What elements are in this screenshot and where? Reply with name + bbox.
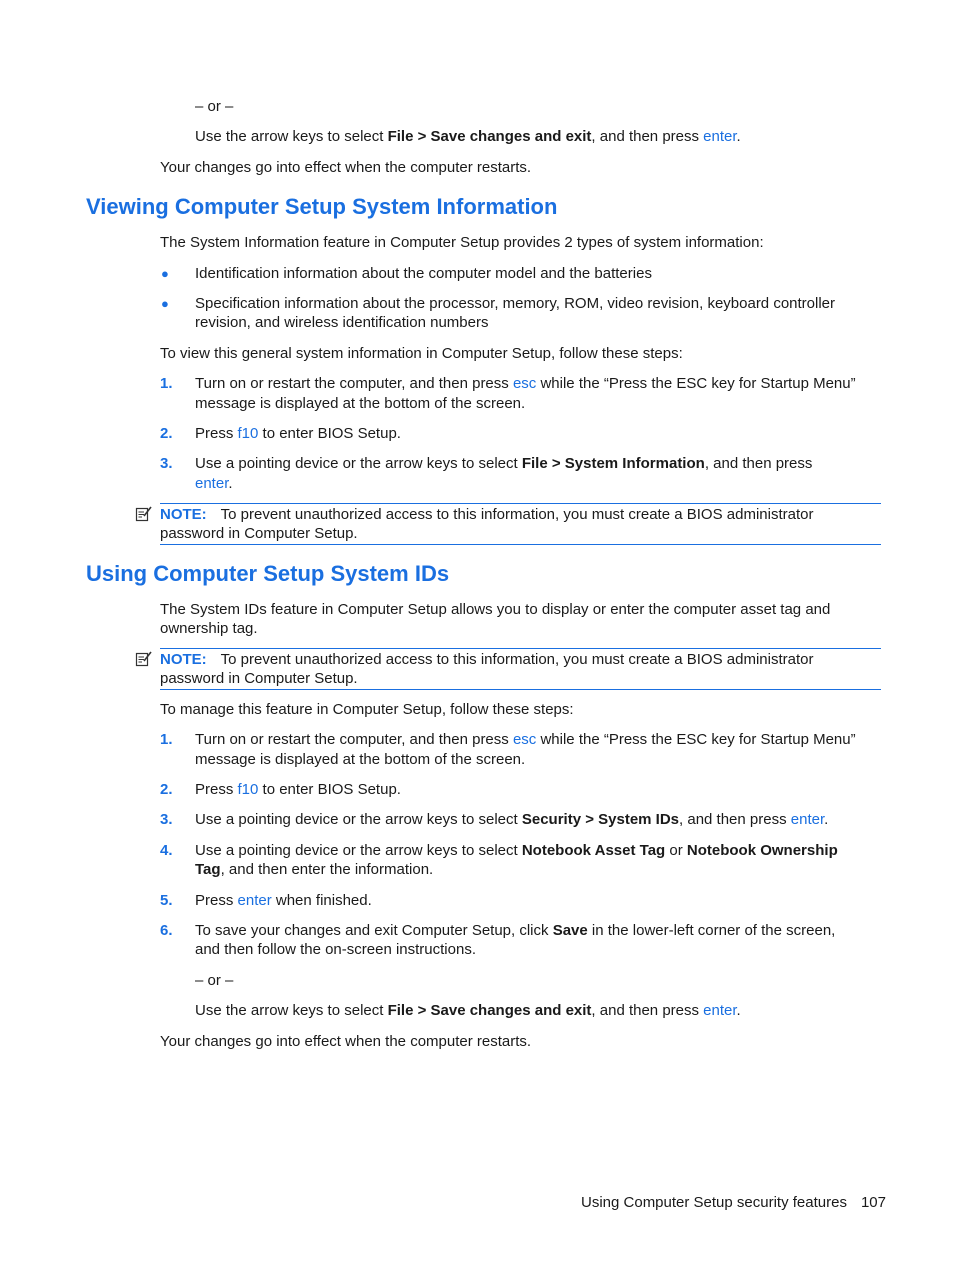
text: to enter BIOS Setup. bbox=[258, 781, 401, 798]
step-text-cont: message is displayed at the bottom of the screen. bbox=[195, 751, 526, 768]
note-box bbox=[160, 503, 881, 545]
field-name: Notebook Asset Tag bbox=[521, 842, 666, 859]
step-number: 3. bbox=[160, 811, 173, 828]
key-f10: f10 bbox=[237, 425, 259, 442]
step-number: 3. bbox=[160, 455, 173, 472]
step-text bbox=[195, 810, 828, 829]
note-text-cont: password in Computer Setup. bbox=[160, 525, 358, 542]
note-label: NOTE: bbox=[160, 506, 207, 523]
text: . bbox=[736, 128, 741, 145]
text: Use a pointing device or the arrow keys to select bbox=[195, 842, 522, 859]
step-text bbox=[195, 780, 401, 799]
key-enter: enter bbox=[703, 1002, 737, 1019]
page-footer bbox=[581, 1193, 886, 1212]
text: Turn on or restart the computer, and then press bbox=[195, 375, 513, 392]
note-box bbox=[160, 648, 881, 690]
step-text bbox=[195, 730, 856, 749]
step-text bbox=[195, 841, 838, 860]
footer-title: Using Computer Setup security features bbox=[581, 1194, 847, 1211]
step-number: 1. bbox=[160, 375, 173, 392]
text: Press bbox=[195, 781, 238, 798]
save-exit-instruction bbox=[195, 127, 741, 146]
step-number: 2. bbox=[160, 781, 173, 798]
text: Use a pointing device or the arrow keys to select bbox=[195, 455, 522, 472]
field-name: Tag bbox=[195, 861, 221, 878]
step-text-cont: message is displayed at the bottom of the screen. bbox=[195, 395, 526, 412]
menu-path: File > Save changes and exit bbox=[387, 1002, 592, 1019]
step-number: 1. bbox=[160, 731, 173, 748]
field-name: Notebook Ownership bbox=[686, 842, 838, 859]
effect-text: Your changes go into effect when the computer restarts. bbox=[160, 159, 532, 176]
steps-intro: To manage this feature in Computer Setup, follow these steps: bbox=[160, 701, 574, 718]
note-text: To prevent unauthorized access to this information, you must create a BIOS administrator bbox=[220, 651, 814, 668]
text: Turn on or restart the computer, and then press bbox=[195, 731, 513, 748]
note-icon bbox=[135, 650, 153, 668]
step-text-cont bbox=[195, 860, 433, 879]
text: , and then enter the information. bbox=[220, 861, 434, 878]
text: . bbox=[228, 475, 233, 492]
menu-path: File > Save changes and exit bbox=[387, 128, 592, 145]
bullet-icon: ● bbox=[161, 266, 169, 281]
section-intro-cont: ownership tag. bbox=[160, 620, 258, 637]
note-line bbox=[160, 505, 881, 524]
bullet-icon: ● bbox=[161, 296, 169, 311]
key-enter: enter bbox=[195, 475, 229, 492]
text: in the lower-left corner of the screen, bbox=[587, 922, 836, 939]
text: Press bbox=[195, 892, 238, 909]
note-line bbox=[160, 650, 881, 669]
text: . bbox=[736, 1002, 741, 1019]
section-intro: The System IDs feature in Computer Setup allows you to display or enter the computer asset tag and bbox=[160, 601, 831, 618]
text: , and then press bbox=[591, 1002, 704, 1019]
bullet-item: Specification information about the processor, memory, ROM, video revision, keyboard controller bbox=[195, 295, 836, 312]
text: Use the arrow keys to select bbox=[195, 128, 388, 145]
or-separator: – or – bbox=[195, 972, 234, 989]
key-enter: enter bbox=[703, 128, 737, 145]
text: Press bbox=[195, 425, 238, 442]
step-number: 6. bbox=[160, 922, 173, 939]
text: Use the arrow keys to select bbox=[195, 1002, 388, 1019]
section-intro: The System Information feature in Computer Setup provides 2 types of system information: bbox=[160, 234, 764, 251]
step-text bbox=[195, 891, 372, 910]
step-text bbox=[195, 454, 812, 473]
key-enter: enter bbox=[237, 892, 272, 909]
note-text: To prevent unauthorized access to this information, you must create a BIOS administrator bbox=[220, 506, 814, 523]
text: , and then press bbox=[591, 128, 704, 145]
key-enter: enter bbox=[790, 811, 825, 828]
save-exit-instruction bbox=[195, 1001, 741, 1020]
effect-text: Your changes go into effect when the computer restarts. bbox=[160, 1033, 532, 1050]
text: . bbox=[824, 811, 829, 828]
text: or bbox=[665, 842, 687, 859]
step-text-cont: and then follow the on-screen instructions. bbox=[195, 941, 476, 958]
text: to enter BIOS Setup. bbox=[258, 425, 401, 442]
text: , and then press bbox=[679, 811, 791, 828]
section-title-system-information: Viewing Computer Setup System Information bbox=[86, 194, 558, 219]
key-esc: esc bbox=[512, 731, 537, 748]
text: while the “Press the ESC key for Startup Menu” bbox=[536, 375, 856, 392]
text: , and then press bbox=[704, 455, 813, 472]
menu-path: Security > System IDs bbox=[521, 811, 680, 828]
step-number: 4. bbox=[160, 842, 173, 859]
note-text-cont: password in Computer Setup. bbox=[160, 670, 358, 687]
section-title-system-ids: Using Computer Setup System IDs bbox=[86, 561, 450, 586]
step-number: 2. bbox=[160, 425, 173, 442]
or-separator: – or – bbox=[195, 98, 234, 115]
steps-intro: To view this general system information in Computer Setup, follow these steps: bbox=[160, 345, 683, 362]
note-label: NOTE: bbox=[160, 651, 207, 668]
step-text bbox=[195, 921, 835, 940]
text: To save your changes and exit Computer Setup, click bbox=[195, 922, 553, 939]
page-number: 107 bbox=[860, 1194, 886, 1211]
text: while the “Press the ESC key for Startup Menu” bbox=[536, 731, 856, 748]
step-number: 5. bbox=[160, 892, 173, 909]
bullet-item-cont: revision, and wireless identification numbers bbox=[195, 314, 489, 331]
step-text bbox=[195, 424, 401, 443]
bullet-item: Identification information about the computer model and the batteries bbox=[195, 265, 652, 282]
step-text-cont bbox=[195, 474, 233, 493]
step-text bbox=[195, 374, 856, 393]
menu-path: File > System Information bbox=[521, 455, 705, 472]
key-esc: esc bbox=[512, 375, 537, 392]
text: Use a pointing device or the arrow keys to select bbox=[195, 811, 522, 828]
key-f10: f10 bbox=[237, 781, 259, 798]
button-name: Save bbox=[552, 922, 588, 939]
text: when finished. bbox=[271, 892, 372, 909]
note-icon bbox=[135, 505, 153, 523]
